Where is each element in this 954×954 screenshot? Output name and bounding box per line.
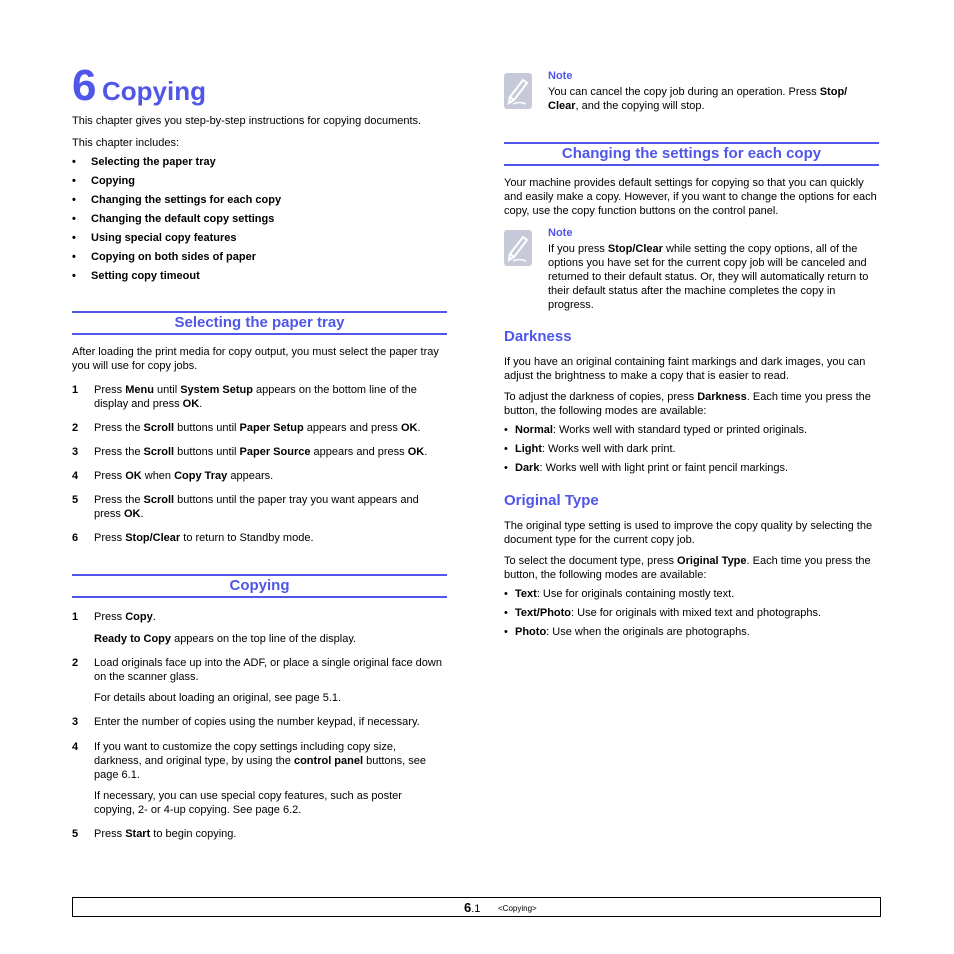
footer-chapter-label: <Copying> bbox=[498, 904, 537, 913]
original-type-mode-item: • Text/Photo: Use for originals with mixed text and photographs. bbox=[504, 606, 884, 625]
topic-item: • Changing the settings for each copy bbox=[72, 193, 452, 212]
pencil-note-icon bbox=[504, 230, 532, 266]
note-stopclear-text: If you press Stop/Clear while setting the copy options, all of the options you have set for the current copy job will be canceled and returned to their default status. Or, they will automatically return to their default status after the machine completes the copy in progress. bbox=[548, 243, 869, 311]
original-type-mode-list bbox=[504, 587, 884, 644]
original-type-instructions: To select the document type, press Original Type. Each time you press the button, the following modes are available: bbox=[504, 555, 871, 581]
includes-label: This chapter includes: bbox=[72, 137, 179, 149]
note-icon bbox=[504, 73, 532, 109]
page-number: 6.1 bbox=[464, 900, 481, 915]
paper-tray-intro: After loading the print media for copy output, you must select the paper tray you will use for copy jobs. bbox=[72, 346, 439, 372]
darkness-heading: Darkness bbox=[504, 328, 572, 345]
note-cancel-text: You can cancel the copy job during an operation. Press Stop/ Clear, and the copying will stop. bbox=[548, 86, 848, 112]
paper-tray-step-2: 2 Press the Scroll buttons until Paper Setup appears and press OK. bbox=[72, 422, 421, 434]
section-heading-copying: Copying bbox=[72, 574, 447, 598]
original-type-mode-item: • Photo: Use when the originals are photographs. bbox=[504, 625, 884, 644]
settings-intro: Your machine provides default settings for copying so that you can quickly and easily make a copy. However, if you want to change the options for each copy, use the copy function buttons on the control panel. bbox=[504, 177, 877, 217]
chapter-title: Copying bbox=[102, 76, 206, 106]
chapter-number: 6 bbox=[72, 61, 97, 110]
topic-item: • Setting copy timeout bbox=[72, 269, 452, 288]
darkness-mode-item: • Normal: Works well with standard typed or printed originals. bbox=[504, 423, 884, 442]
topic-item: • Copying bbox=[72, 174, 452, 193]
copying-step-3: 3 Enter the number of copies using the number keypad, if necessary. bbox=[72, 716, 420, 728]
darkness-mode-item: • Dark: Works well with light print or faint pencil markings. bbox=[504, 461, 884, 480]
topic-item: • Changing the default copy settings bbox=[72, 212, 452, 231]
darkness-intro: If you have an original containing faint markings and dark images, you can adjust the brightness to make a copy that is easier to read. bbox=[504, 356, 866, 382]
topic-item: • Using special copy features bbox=[72, 231, 452, 250]
original-type-heading: Original Type bbox=[504, 492, 599, 509]
topic-item: • Copying on both sides of paper bbox=[72, 250, 452, 269]
paper-tray-step-4: 4 Press OK when Copy Tray appears. bbox=[72, 470, 274, 482]
darkness-instructions: To adjust the darkness of copies, press Darkness. Each time you press the button, the following modes are available: bbox=[504, 391, 871, 417]
copying-step-2-note: For details about loading an original, see page 5.1. bbox=[94, 692, 342, 704]
paper-tray-step-3: 3 Press the Scroll buttons until Paper Source appears and press OK. bbox=[72, 446, 428, 458]
copying-step-2: 2 Load originals face up into the ADF, or place a single original face down on the scanner glass. bbox=[72, 657, 442, 683]
topic-item: • Selecting the paper tray bbox=[72, 155, 452, 174]
chapter-topic-list bbox=[72, 155, 452, 288]
pencil-note-icon bbox=[504, 73, 532, 109]
chapter-intro: This chapter gives you step-by-step instructions for copying documents. bbox=[72, 115, 422, 127]
paper-tray-step-6: 6 Press Stop/Clear to return to Standby mode. bbox=[72, 532, 314, 544]
copying-step-4: 4 If you want to customize the copy settings including copy size, darkness, and original type, by using the control panel buttons, see page 6.1. bbox=[72, 741, 427, 781]
paper-tray-step-1: 1 Press Menu until System Setup appears on the bottom line of the display and press OK. bbox=[72, 384, 417, 410]
copying-step-5: 5 Press Start to begin copying. bbox=[72, 828, 237, 840]
note-icon bbox=[504, 230, 532, 266]
original-type-mode-item: • Text: Use for originals containing mostly text. bbox=[504, 587, 884, 606]
darkness-mode-list bbox=[504, 423, 884, 480]
paper-tray-step-5: 5 Press the Scroll buttons until the paper tray you want appears and press OK. bbox=[72, 494, 419, 520]
section-heading-paper-tray: Selecting the paper tray bbox=[72, 311, 447, 335]
page-footer bbox=[72, 897, 881, 917]
note-label: Note bbox=[548, 227, 573, 239]
copying-step-4-note: If necessary, you can use special copy features, such as poster copying, 2- or 4-up copying. See page 6.2. bbox=[94, 790, 402, 816]
note-label: Note bbox=[548, 70, 573, 82]
original-type-intro: The original type setting is used to improve the copy quality by selecting the document type for the current copy job. bbox=[504, 520, 873, 546]
copying-step-1-note: Ready to Copy appears on the top line of the display. bbox=[94, 633, 357, 645]
darkness-mode-item: • Light: Works well with dark print. bbox=[504, 442, 884, 461]
copying-step-1: 1 Press Copy. bbox=[72, 611, 156, 623]
section-heading-settings: Changing the settings for each copy bbox=[504, 142, 879, 166]
